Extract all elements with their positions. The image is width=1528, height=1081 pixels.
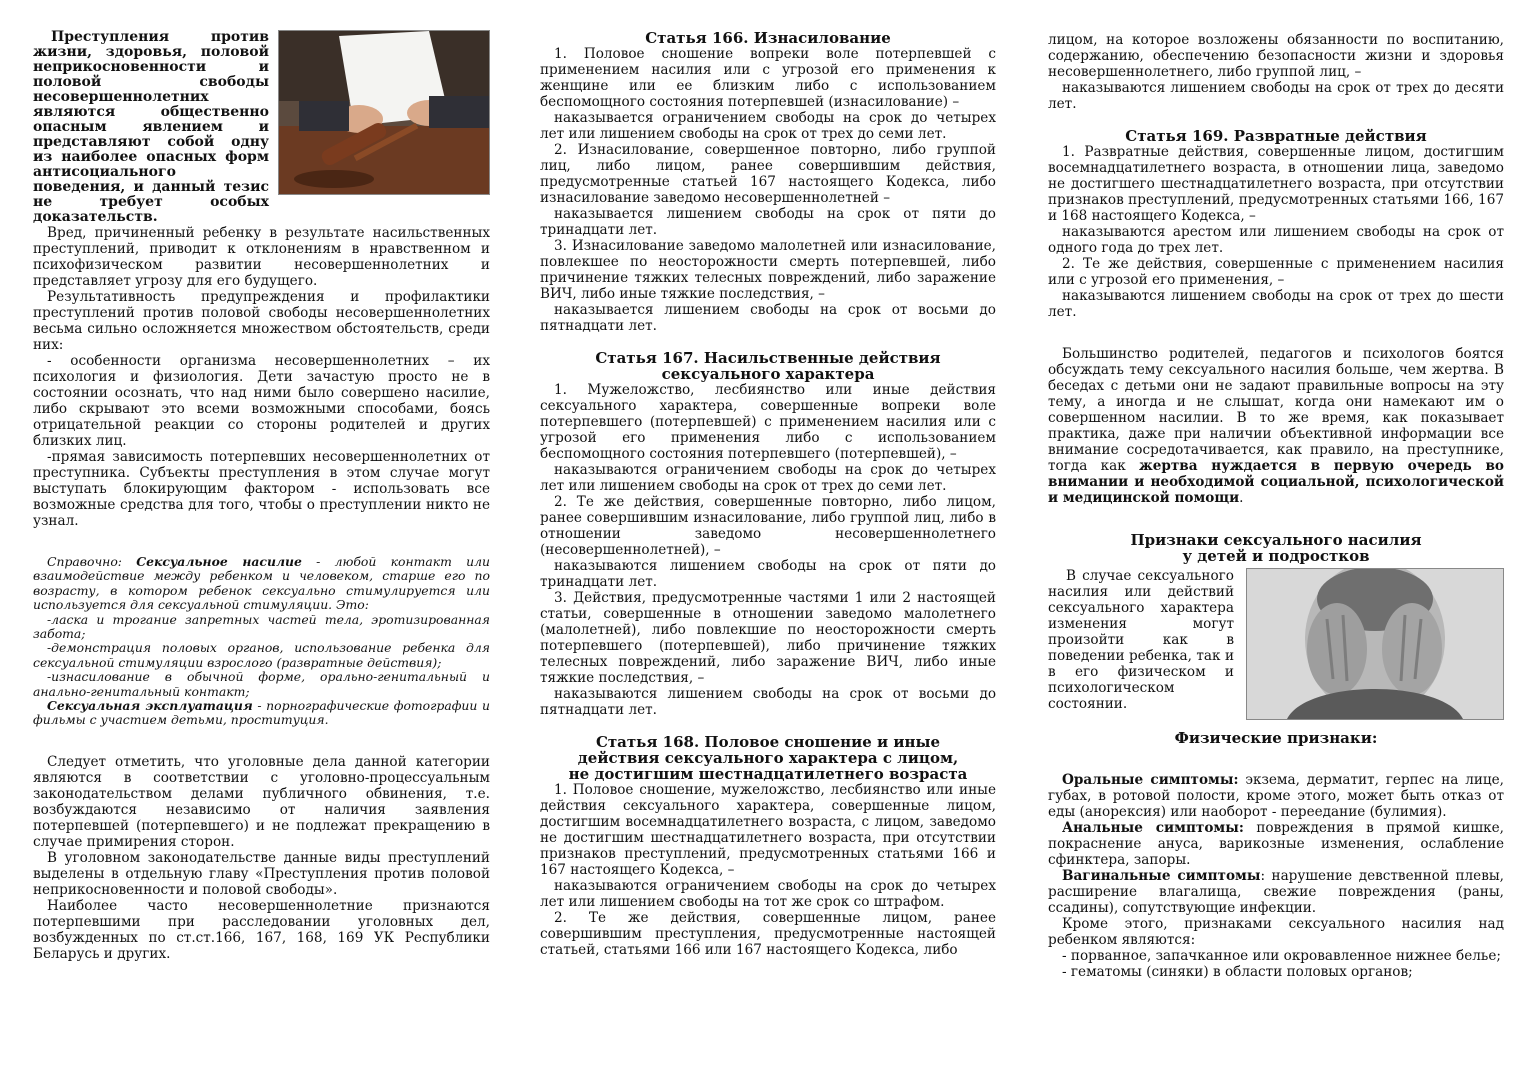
article-clause: 1. Развратные действия, совершенные лицом, достигшим восемнадцатилетнего возраста, в отношении лица, заведомо не достигшего шестнадцатилетнего возраста, при отсутствии признаков преступлений, предусмотренных статьями 166, 167 и 168 настоящего Кодекса, –	[1048, 144, 1504, 224]
column-middle	[540, 30, 996, 958]
parents-text: Большинство родителей, педагогов и психологов боятся обсуждать тему сексуального насилия больше, чем жертва. В беседах с детьми они не задают правильные вопросы на эту тему, а иногда и не слышат, когда они намекают им о совершенном насилии. В то же время, как показывает практика, даже при наличии объективной информации все внимание сосредотачивается, как правило, на преступнике, тогда как	[1048, 346, 1504, 474]
intro-block	[33, 30, 490, 225]
note-prefix: Справочно:	[47, 554, 122, 569]
article-clause: 2. Те же действия, совершенные с применением насилия или с угрозой его применения, –	[1048, 256, 1504, 288]
signs-heading: у детей и подростков	[1182, 547, 1370, 565]
article-penalty: наказываются лишением свободы на срок от восьми до пятнадцати лет.	[540, 686, 996, 718]
article-penalty: наказываются лишением свободы на срок от трех до десяти лет.	[1048, 80, 1504, 112]
paragraph: Вред, причиненный ребенку в результате насильственных преступлений, приводит к отклонениям в нравственном и психофизическом развитии несовершеннолетних и представляет угрозу для его будущего.	[33, 225, 490, 289]
article-clause: 3. Действия, предусмотренные частями 1 или 2 настоящей статьи, совершенные в отношении заведомо малолетнего (малолетней), либо повлекшие по неосторожности смерть потерпевшего (потерпевшей), либо причинение тяжких телесных повреждений, либо заражение ВИЧ, либо иные тяжкие последствия, –	[540, 590, 996, 686]
article-clause: 1. Мужеложство, лесбиянство или иные действия сексуального характера, совершенные вопреки воле потерпевшего (потерпевшей) с применением насилия или с угрозой его применения либо с использованием беспомощного состояния потерпевшего (потерпевшей), –	[540, 382, 996, 462]
physical-signs-heading: Физические признаки:	[1174, 729, 1378, 747]
signs-block	[1048, 568, 1504, 720]
symptom-anal	[1048, 820, 1504, 868]
article-penalty: наказываются ограничением свободы на срок до четырех лет или лишением свободы на срок от трех до семи лет.	[540, 462, 996, 494]
article-penalty: наказывается лишением свободы на срок от пяти до тринадцати лет.	[540, 206, 996, 238]
symptom-vaginal	[1048, 868, 1504, 916]
article-heading: сексуального характера	[661, 365, 875, 383]
symptom-text: : нарушение девственной плевы, расширение влагалища, свежие повреждения (раны, ссадины), сопутствующие инфекции.	[1048, 868, 1504, 916]
article-heading: Статья 166. Изнасилование	[645, 29, 891, 47]
article-heading: Статья 169. Развратные действия	[1125, 127, 1427, 145]
article-clause: 2. Изнасилование, совершенное повторно, либо группой лиц, либо лицом, ранее совершившим действия, предусмотренные статьей 167 настоящего Кодекса, либо изнасилование заведомо несовершеннолетней –	[540, 142, 996, 206]
article-penalty: наказываются лишением свободы на срок от трех до шести лет.	[1048, 288, 1504, 320]
article-clause: 2. Те же действия, совершенные лицом, ранее совершившим преступления, предусмотренные настоящей статьей, статьями 166 или 167 настоящего Кодекса, либо	[540, 910, 996, 958]
reference-note	[33, 555, 490, 728]
article-clause: 3. Изнасилование заведомо малолетней или изнасилование, повлекшее по неосторожности смерть потерпевшей, либо причинение тяжких телесных повреждений, либо заражение ВИЧ, либо иные тяжкие последствия, –	[540, 238, 996, 302]
note-term: Сексуальная эксплуатация	[47, 698, 253, 714]
article-penalty: наказываются лишением свободы на срок от пяти до тринадцати лет.	[540, 558, 996, 590]
intro-text: Преступления против жизни, здоровья, половой неприкосновенности и половой свободы несовершеннолетних являются общественно опасным явлением и представляют собой одну из наиболее опасных форм антисоциального поведения, и данный тезис не требует особых доказательств.	[33, 29, 269, 225]
signs-text: В случае сексуального насилия или действий сексуального характера изменения могут произойти как в поведении ребенка, так и в его физическом и психологическом состоянии.	[1048, 568, 1234, 712]
list-item: - порванное, запачканное или окровавленное нижнее белье;	[1062, 948, 1501, 964]
article-clause: 2. Те же действия, совершенные повторно, либо лицом, ранее совершившим изнасилование, либо группой лиц, либо в отношении заведомо несовершеннолетнего (несовершеннолетней), –	[540, 494, 996, 558]
article-heading: действия сексуального характера с лицом,	[577, 749, 959, 767]
note-item: -изнасилование в обычной форме, орально-генитальный и анально-генитальный контакт;	[33, 669, 490, 699]
paragraph: - особенности организма несовершеннолетних – их психология и физиология. Дети зачастую просто не в состоянии осознать, что над ними было совершено насилие, либо скрывают это всеми возможными способами, боясь отрицательной реакции со стороны родителей и других близких лиц.	[33, 353, 490, 449]
paragraph: Наиболее часто несовершеннолетние признаются потерпевшими при расследовании уголовных дел, возбужденных по ст.ст.166, 167, 168, 169 УК Республики Беларусь и других.	[33, 897, 490, 962]
article-penalty: наказываются арестом или лишением свободы на срок от одного года до трех лет.	[1048, 224, 1504, 256]
paragraph: -прямая зависимость потерпевших несовершеннолетних от преступника. Субъекты преступления в этом случае могут выступать блокирующим фактором - использовать все возможные средства для того, чтобы о преступлении никто не узнал.	[33, 449, 490, 529]
article-penalty: наказывается ограничением свободы на срок до четырех лет или лишением свободы на срок от трех до семи лет.	[540, 110, 996, 142]
parents-emphasis: жертва нуждается в первую очередь во внимании и необходимой социальной, психологической и медицинской помощи	[1048, 458, 1504, 506]
note-definition: - любой контакт или взаимодействие между ребенком и человеком, старше его по возрасту, в котором ребенок сексуально стимулируется или используется для сексуальной стимуляции. Это:	[33, 554, 490, 613]
paragraph: В уголовном законодательстве данные виды преступлений выделены в отдельную главу «Преступления против половой неприкосновенности и половой свободы».	[33, 849, 490, 898]
symptom-text: повреждения в прямой кишке, покраснение ануса, варикозные изменения, ослабление сфинктера, запоры.	[1048, 820, 1504, 868]
signs-heading: Признаки сексуального насилия	[1130, 531, 1422, 549]
article-penalty: наказываются ограничением свободы на срок до четырех лет или лишением свободы на тот же срок со штрафом.	[540, 878, 996, 910]
child-image	[1247, 569, 1503, 719]
article-heading: не достигшим шестнадцатилетнего возраста	[568, 765, 968, 783]
article-penalty: наказывается лишением свободы на срок от восьми до пятнадцати лет.	[540, 302, 996, 334]
gavel-photo	[278, 30, 490, 195]
article-clause: 1. Половое сношение, мужеложство, лесбиянство или иные действия сексуального характера, совершенные лицом, достигшим восемнадцатилетнего возраста, с лицом, заведомо не достигшим шестнадцатилетнего возраста, при отсутствии признаков преступлений, предусмотренных статьями 166 и 167 настоящего Кодекса, –	[540, 782, 996, 878]
article-clause: 1. Половое сношение вопреки воле потерпевшей с применением насилия или с угрозой его применения к женщине или ее близким либо с использованием беспомощного состояния потерпевшей (изнасилование) –	[540, 46, 996, 110]
gavel-image	[279, 31, 489, 194]
symptom-label: Вагинальные симптомы	[1062, 868, 1261, 884]
parents-paragraph	[1048, 346, 1504, 506]
paragraph: Результативность предупреждения и профилактики преступлений против половой свободы несовершеннолетних весьма сильно осложняется множеством обстоятельств, среди них:	[33, 289, 490, 353]
article-heading: Статья 167. Насильственные действия	[595, 349, 941, 367]
note-definition: - порнографические фотографии и фильмы с участием детьми, проституция.	[33, 698, 490, 728]
note-item: -демонстрация половых органов, использование ребенка для сексуальной стимуляции взрослого (развратные действия);	[33, 640, 490, 670]
symptom-label: Оральные симптомы:	[1062, 772, 1239, 788]
list-item: - гематомы (синяки) в области половых органов;	[1062, 964, 1413, 980]
paragraph: Кроме этого, признаками сексуального насилия над ребенком являются:	[1048, 916, 1504, 948]
column-left	[33, 30, 490, 962]
article-heading: Статья 168. Половое сношение и иные	[595, 733, 941, 751]
article-clause: лицом, на которое возложены обязанности по воспитанию, содержанию, обеспечению безопасности жизни и здоровья несовершеннолетнего, либо группой лиц, –	[1048, 32, 1504, 80]
note-item: -ласка и трогание запретных частей тела, эротизированная забота;	[33, 611, 490, 642]
note-term: Сексуальное насилие	[136, 554, 302, 569]
child-photo	[1246, 568, 1504, 720]
symptom-text: экзема, дерматит, герпес на лице, губах, в ротовой полости, кроме этого, может быть отказ от еды (анорексия) или наоборот - переедание (булимия).	[1048, 772, 1504, 820]
symptom-oral	[1048, 772, 1504, 820]
symptom-label: Анальные симптомы:	[1062, 820, 1244, 836]
parents-end: .	[1239, 490, 1244, 506]
paragraph: Следует отметить, что уголовные дела данной категории являются в соответствии с уголовно-процессуальным законодательством делами публичного обвинения, т.е. возбуждаются независимо от наличия заявления потерпевшей (потерпевшего) и не подлежат прекращению в случае примирения сторон.	[33, 753, 490, 850]
column-right	[1048, 32, 1504, 980]
